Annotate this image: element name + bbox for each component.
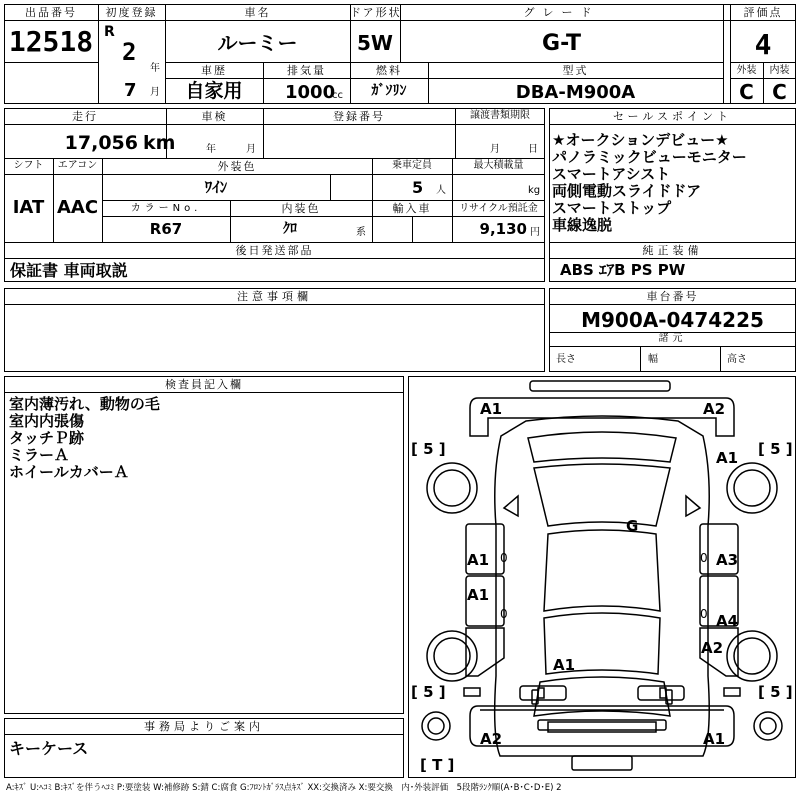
inspection-label: 車検 [201,110,228,123]
divider [4,242,545,243]
zero-mark: 0 [500,607,508,621]
history-label: 車歴 [201,64,227,77]
transfer-deadline-label: 譲渡書類期限 [470,110,530,121]
recycle-deposit-label: リサイクル預託金 [459,203,538,214]
damage-mark: A1 [716,449,739,467]
divider [4,62,98,63]
caution-label: 注意事項欄 [237,290,312,303]
divider [165,78,723,79]
office-label: 事務局よりご案内 [144,720,264,733]
model-label: 型式 [562,64,589,77]
recycle-deposit: 9,130 [479,220,527,238]
damage-mark: A1 [480,400,503,418]
max-load-label: 最大積載量 [473,160,524,171]
damage-mark: A1 [553,656,576,674]
selling-point: 両側電動スライドドア [552,182,702,200]
year-unit: 年 [150,63,160,74]
shift: IAT [12,197,45,218]
divider [98,4,99,104]
car-name: ルーミー [217,31,298,55]
equipment: ABS ｴｱB PS PW [560,261,686,279]
ac-label: エアコン [57,160,98,171]
zero-mark: 0 [700,551,708,565]
divider [640,346,641,372]
model: DBA-M900A [515,82,636,103]
era: R [104,24,115,40]
damage-mark: A1 [703,730,726,748]
height-label: 高さ [727,354,747,365]
divider [549,304,796,305]
inspection-year-unit: 年 [206,144,216,155]
damage-mark: A1 [467,551,490,569]
selling-point: スマートストップ [552,199,672,217]
width-label: 幅 [648,354,658,365]
displacement-unit: cc [332,90,343,101]
divider [330,174,331,200]
door-type: 5W [357,31,393,55]
inspection-month-unit: 月 [246,144,256,155]
air-conditioner: AAC [56,197,99,218]
fuel: ｶﾞｿﾘﾝ [371,83,407,99]
grade: G-T [542,31,581,56]
inspector-note: ホイールカバーＡ [9,463,129,481]
selling-point: スマートアシスト [552,165,671,183]
registration-number-label: 登録番号 [333,110,385,123]
tire-tread: [ 5 ] [411,683,446,701]
mileage-label: 走行 [72,110,98,123]
capacity-unit: 人 [436,185,446,196]
damage-mark: A3 [716,551,739,569]
selling-points-label: セールスポイント [612,110,732,123]
fuel-label: 燃料 [376,64,402,77]
capacity-label: 乗車定員 [392,160,432,171]
divider [4,158,545,159]
door-label: ドア形状 [350,6,402,19]
inspector-note: 室内内張傷 [9,412,85,430]
interior-grade: C [772,80,787,104]
tire-tread: [ 5 ] [411,440,446,458]
damage-mark: A2 [701,639,724,657]
divider [102,216,545,217]
zero-mark: 0 [700,607,708,621]
divider [165,62,723,63]
lot-number: 12518 [8,25,94,58]
tire-tread: [ T ] [420,756,455,774]
divider [102,174,545,175]
divider [549,346,796,347]
chassis-number: M900A-0474225 [581,308,764,332]
color-number: R67 [149,220,183,238]
displacement-label: 排気量 [287,64,326,77]
exterior-color-label: 外装色 [217,160,257,173]
chassis-label: 車台番号 [646,290,699,303]
damage-mark: G [626,517,639,535]
shift-label: シフト [13,160,44,171]
damage-mark: A2 [703,400,726,418]
divider [102,200,545,201]
divider [720,346,721,372]
exterior-grade: C [739,80,754,104]
car-diagram [408,376,796,778]
transfer-month-unit: 月 [490,144,500,155]
color-number-label: カラーNo. [130,203,202,214]
legend: A:ｷｽﾞ U:ﾍｺﾐ B:ｷｽﾞを伴うﾍｺﾐ P:要塗装 W:補修跡 S:錆 C:腐食 G:ﾌﾛﾝﾄｶﾞﾗｽ点ｷｽﾞ XX:交換済み X:要交換 内･外装評価 5段階ﾗﾝｸ順(A･B･C･D･E) 2 [6,783,562,793]
damage-mark: A2 [480,730,503,748]
selling-point: 車線逸脱 [552,216,613,234]
length-label: 長さ [556,354,576,365]
divider [4,392,404,393]
capacity: 5 [412,178,424,197]
score-label: 評価点 [743,6,783,19]
import-label: 輸入車 [392,202,432,215]
damage-mark: A1 [467,586,490,604]
inspector-label: 検査員記入欄 [165,378,243,391]
inspector-note: タッチＰ跡 [9,429,85,447]
divider [549,124,796,125]
selling-point: パノラミックビューモニター [552,148,747,166]
max-load-unit: kg [528,185,541,196]
later-items-label: 後日発送部品 [235,244,314,257]
registration-month: 7 [124,80,137,101]
damage-mark: A4 [716,612,739,630]
mileage: 17,056 [64,132,138,154]
inspector-note: ミラーＡ [9,446,70,464]
transfer-day-unit: 日 [528,144,538,155]
interior-color-unit: 系 [356,227,366,238]
selling-point: ★オークションデビュー★ [552,131,729,149]
displacement: 1000 [285,82,336,103]
tire-tread: [ 5 ] [758,683,793,701]
zero-mark: 0 [500,551,508,565]
equipment-label: 純正装備 [642,244,703,257]
divider [412,216,413,242]
divider [549,258,796,259]
dimensions-label: 諸元 [658,333,687,344]
recycle-unit: 円 [530,227,540,238]
exterior-label: 外装 [736,65,757,76]
divider [4,304,545,305]
score: 4 [754,28,772,61]
exterior-color: ﾜｲﾝ [204,178,228,196]
history: 自家用 [185,80,243,102]
divider [4,258,545,259]
grade-label: グレード [523,6,600,19]
lot-number-label: 出品番号 [25,6,77,19]
inspector-note: 室内薄汚れ、動物の毛 [9,395,160,413]
tire-tread: [ 5 ] [758,440,793,458]
registration-year: 2 [122,38,137,66]
interior-label: 内装 [769,65,790,76]
first-registration-label: 初度登録 [105,6,158,19]
office-note: キーケース [9,739,89,758]
later-items: 保証書 車両取説 [10,261,128,280]
mileage-unit: km [143,132,176,154]
divider [723,4,724,104]
month-unit: 月 [150,87,160,98]
car-name-label: 車名 [244,6,271,19]
interior-color: ｸﾛ [283,221,297,237]
divider [549,242,796,243]
divider [4,734,404,735]
divider [4,124,545,125]
interior-color-label: 内装色 [281,202,321,215]
